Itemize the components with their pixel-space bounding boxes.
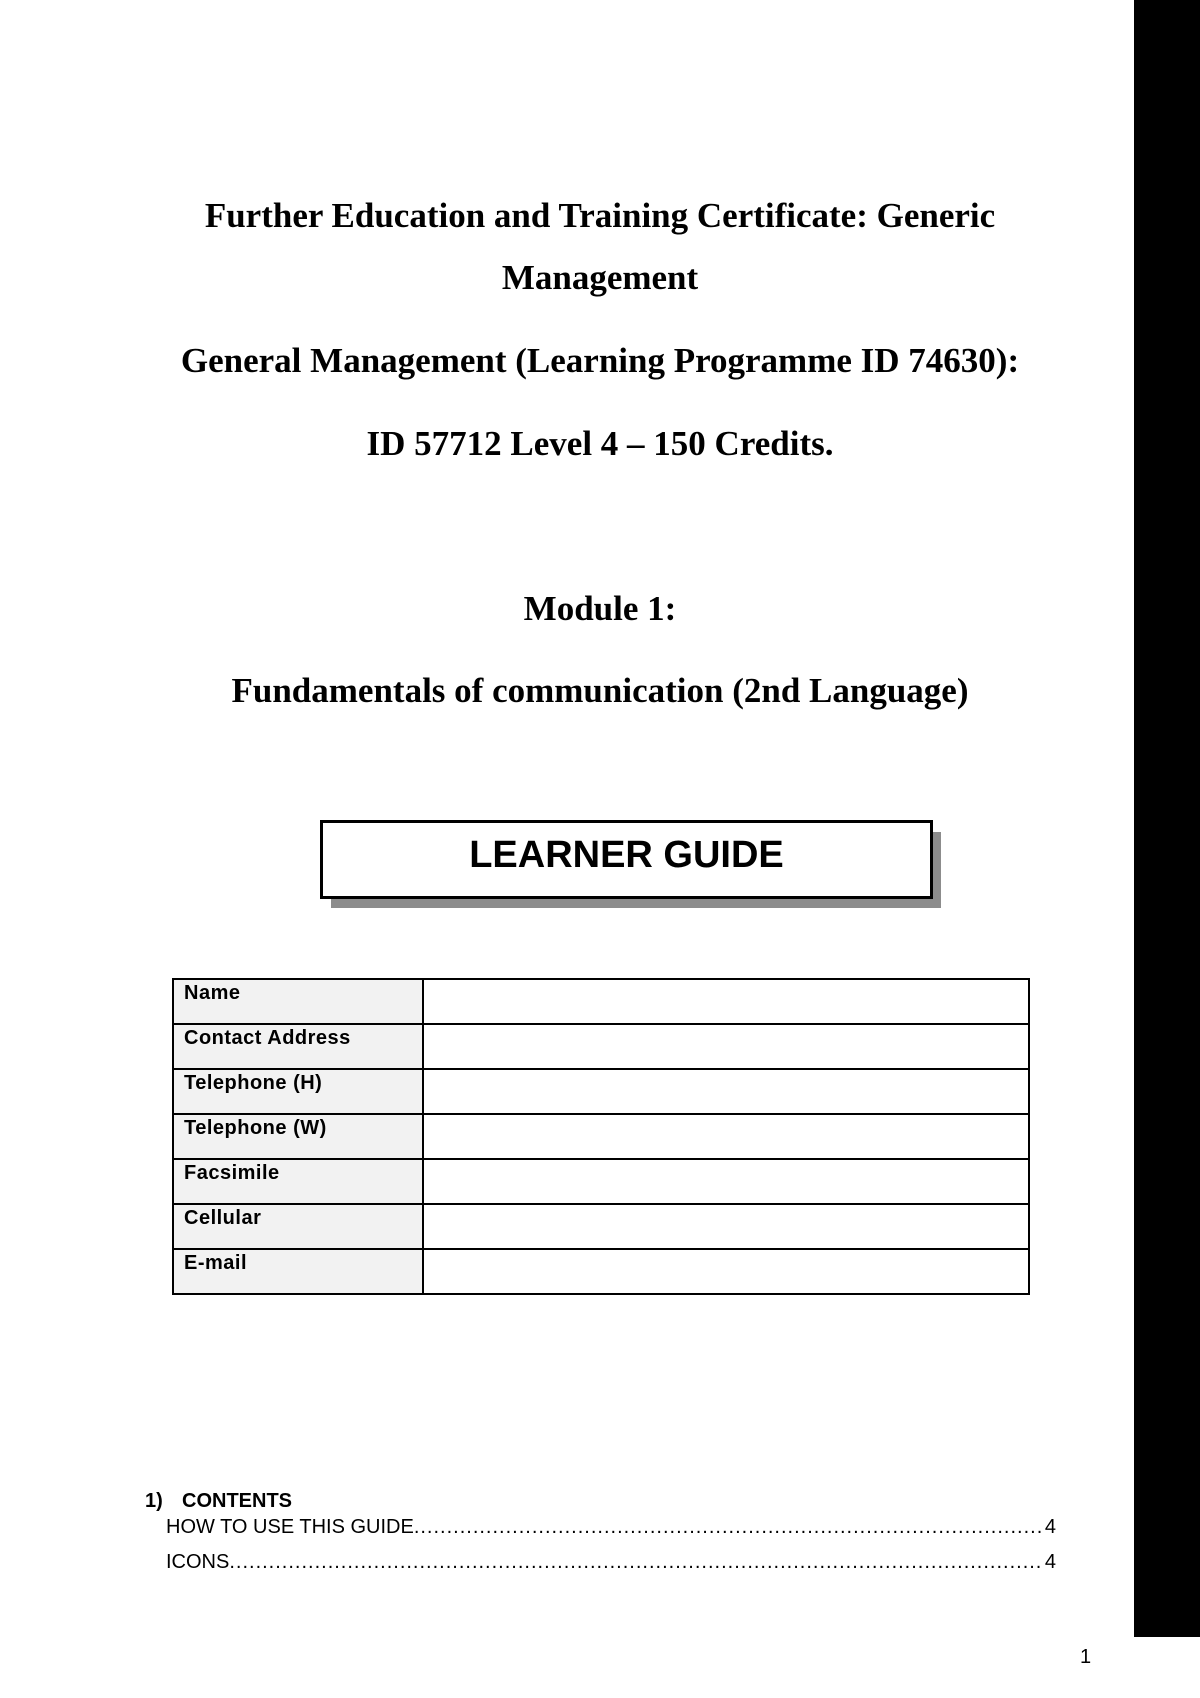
module-title: Fundamentals of communication (2nd Language) [231,671,969,710]
side-bar-decoration [1134,0,1200,1637]
facsimile-field[interactable] [423,1159,1029,1204]
toc-entry-title: ICONS [166,1551,230,1573]
table-row [173,1024,1029,1069]
contents-title: CONTENTS [182,1490,292,1512]
table-row [173,1204,1029,1249]
row-label-email: E-mail [173,1249,423,1294]
programme-line: General Management (Learning Programme ID 74630): [180,341,1020,380]
row-label-name: Name [173,979,423,1024]
row-label-contact-address: Contact Address [173,1024,423,1069]
toc-leader-dots [229,1550,1043,1574]
toc-leader-dots [414,1515,1043,1539]
cellular-field[interactable] [423,1204,1029,1249]
title-line-2: Management [501,258,699,297]
table-row [173,1249,1029,1294]
page-number: 1 [1080,1646,1092,1668]
learner-guide-label: LEARNER GUIDE [469,834,784,876]
telephone-h-field[interactable] [423,1069,1029,1114]
learner-details-table [172,978,1030,1295]
contact-address-field[interactable] [423,1024,1029,1069]
email-field[interactable] [423,1249,1029,1294]
id-line: ID 57712 Level 4 – 150 Credits. [366,424,834,463]
module-label: Module 1: [523,589,677,628]
toc-entry-title: HOW TO USE THIS GUIDE [166,1516,414,1538]
contents-heading [145,1489,292,1513]
telephone-w-field[interactable] [423,1114,1029,1159]
table-row [173,1114,1029,1159]
learner-guide-box [320,820,933,899]
title-line-1: Further Education and Training Certificate: Generic [204,196,996,235]
name-field[interactable] [423,979,1029,1024]
toc-entry-page: 4 [1044,1516,1056,1538]
table-row [173,1159,1029,1204]
toc-entry-page: 4 [1044,1551,1056,1573]
row-label-telephone-h: Telephone (H) [173,1069,423,1114]
contents-number: 1) [145,1490,163,1512]
toc-entry-how-to-use[interactable] [166,1515,1056,1539]
row-label-telephone-w: Telephone (W) [173,1114,423,1159]
row-label-facsimile: Facsimile [173,1159,423,1204]
row-label-cellular: Cellular [173,1204,423,1249]
toc-entry-icons[interactable] [166,1550,1056,1574]
table-row [173,979,1029,1024]
table-row [173,1069,1029,1114]
